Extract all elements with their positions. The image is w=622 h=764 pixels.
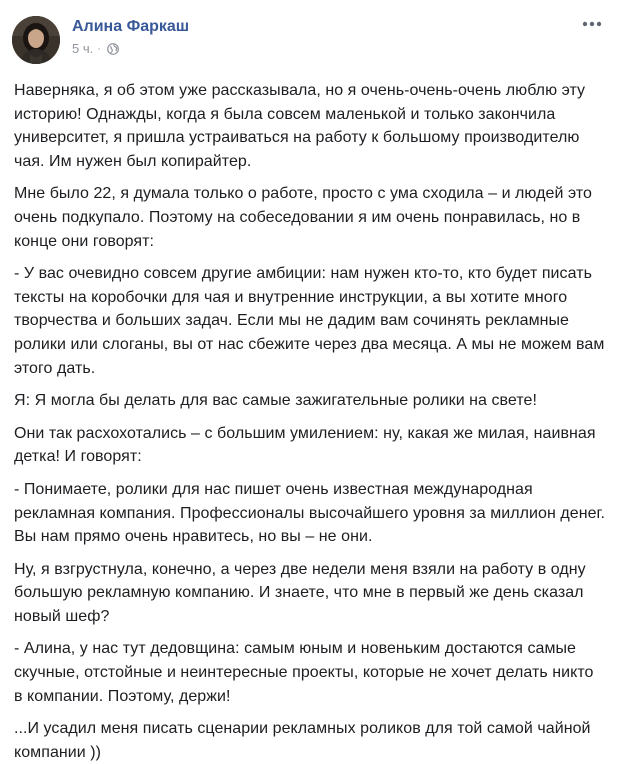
author-name-link[interactable]: Алина Фаркаш (72, 18, 190, 35)
post-paragraph: ...И усадил меня писать сценарии рекламных роликов для той самой чайной компании )) (14, 720, 591, 761)
more-options-icon[interactable] (580, 16, 604, 32)
author-avatar[interactable] (12, 16, 60, 64)
post-paragraph: Они так расхохотались – с большим умилением: ну, какая же милая, наивная детка! И говорят: (14, 424, 596, 466)
globe-icon[interactable] (107, 43, 119, 55)
post-paragraph: Ну, я взгрустнула, конечно, а через две недели меня взяли на работу в одну большую рекламную компанию. И знаете, что мне в первый же день сказал новый шеф? (14, 560, 586, 625)
post-paragraph: - Понимаете, ролики для нас пишет очень известная международная рекламная компания. Профессионалы высочайшего уровня за миллион денег. Вы нам прямо очень нравитесь, но вы – не они. (14, 480, 605, 546)
post-paragraph: - У вас очевидно совсем другие амбиции: нам нужен кто-то, кто будет писать тексты на коробочки для чая и внутренние инструкции, а вы хотите много творчества и больших задач. Если мы не дадим вам сочинять рекламные ролики или слоганы, вы от нас сбежите через два месяца. А мы не можем вам этого дать. (14, 265, 605, 377)
post-paragraph: Я: Я могла бы делать для вас самые зажигательные ролики на свете! (14, 392, 537, 410)
post-timestamp[interactable]: 5 ч. (72, 41, 94, 56)
post-paragraph: Мне было 22, я думала только о работе, просто с ума сходила – и людей это очень подкупало. Поэтому на собеседовании я им очень понравилась, но в конце они говорят: (14, 185, 592, 250)
post-paragraph: - Алина, у нас тут дедовщина: самым юным и новеньким достаются самые скучные, отстойные и неинтересные проекты, которые не хочет делать никто в компании. Поэтому, держи! (14, 640, 594, 705)
separator-dot: · (97, 43, 101, 55)
post-meta (72, 17, 189, 57)
post-paragraph: Наверняка, я об этом уже рассказывала, но я очень-очень-очень люблю эту историю! Однажды, когда я была совсем маленькой и только закончила университет, я пришла устраиваться на работу к большому производителю чая. Им нужен был копирайтер. (14, 82, 586, 170)
post-subline (72, 41, 189, 57)
post-header (12, 14, 606, 66)
post-body (12, 79, 606, 764)
